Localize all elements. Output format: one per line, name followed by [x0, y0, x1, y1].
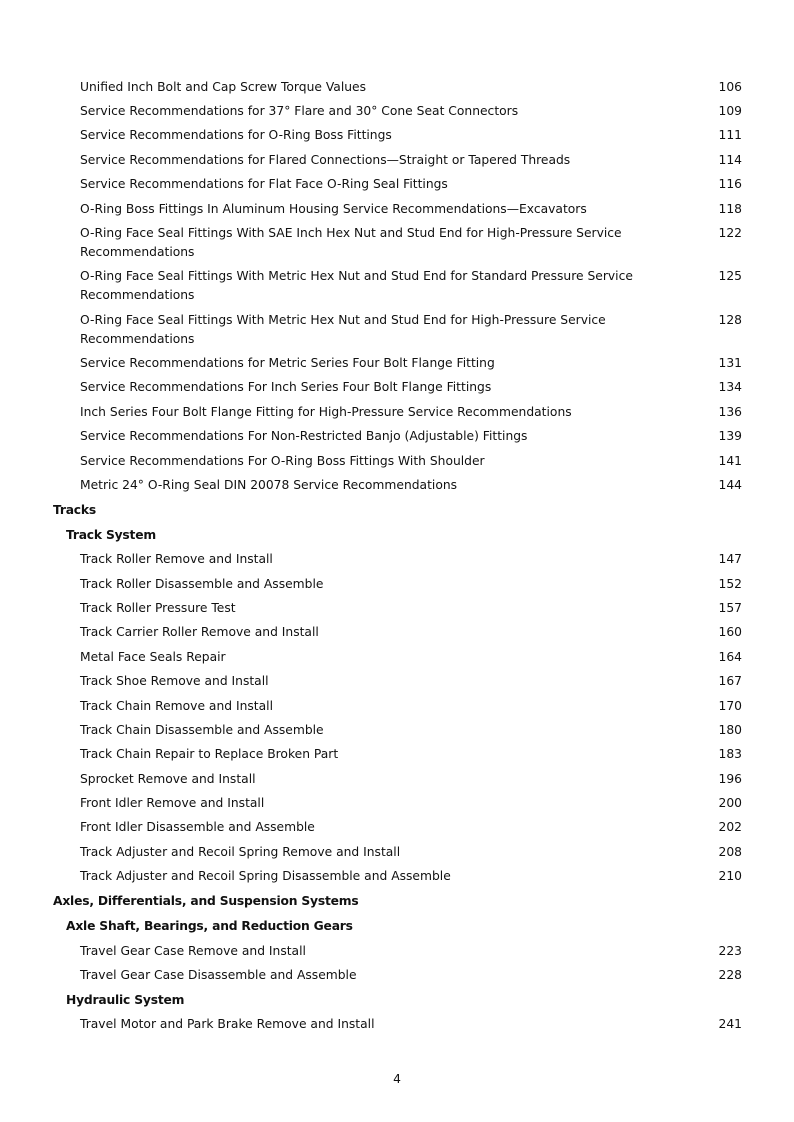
toc-entry-title: O-Ring Face Seal Fittings With Metric Hex Nut and Stud End for High-Pressure Service Recommendations: [80, 312, 606, 346]
toc-entry[interactable]: [0, 840, 794, 864]
toc-entry-page-number: 200: [718, 796, 742, 811]
toc-entry-title: Track Adjuster and Recoil Spring Remove and Install: [80, 844, 401, 859]
toc-entry[interactable]: [0, 124, 794, 148]
toc-entry-title: Front Idler Remove and Install: [80, 796, 265, 811]
toc-entry[interactable]: [0, 816, 794, 840]
toc-entry-page-number: 164: [718, 649, 742, 664]
toc-entry-title: Service Recommendations for 37° Flare and 30° Cone Seat Connectors: [80, 104, 519, 119]
toc-entry-page-number: 152: [718, 576, 742, 591]
toc-entry[interactable]: [0, 449, 794, 473]
toc-entry-title: Metal Face Seals Repair: [80, 649, 226, 664]
toc-entry-title: Service Recommendations for Flared Connections—Straight or Tapered Threads: [80, 152, 571, 167]
toc-entry[interactable]: [0, 265, 794, 308]
toc-entry-title: Tracks: [53, 502, 96, 517]
toc-entry[interactable]: [0, 400, 794, 424]
toc-entry-page-number: 125: [718, 269, 742, 284]
toc-entry[interactable]: [0, 351, 794, 375]
toc-entry-page-number: 131: [718, 356, 742, 371]
toc-entry-page-number: 144: [718, 477, 742, 492]
toc-entry-title: Service Recommendations for Metric Series Four Bolt Flange Fitting: [80, 356, 495, 371]
toc-entry[interactable]: [0, 694, 794, 718]
toc-entry-title: Track Chain Repair to Replace Broken Part: [80, 747, 339, 762]
toc-entry-title: Service Recommendations For O-Ring Boss Fittings With Shoulder: [80, 453, 485, 468]
toc-entry-title: Inch Series Four Bolt Flange Fitting for High-Pressure Service Recommendations: [80, 404, 572, 419]
toc-entry[interactable]: [0, 572, 794, 596]
toc-entry-title: Front Idler Disassemble and Assemble: [80, 820, 315, 835]
toc-entry-title: Hydraulic System: [66, 992, 185, 1007]
toc-entry-title: Service Recommendations For Non-Restricted Banjo (Adjustable) Fittings: [80, 429, 528, 444]
toc-entry[interactable]: [0, 645, 794, 669]
toc-entry-page-number: 139: [718, 429, 742, 444]
toc-entry-title: Metric 24° O-Ring Seal DIN 20078 Service Recommendations: [80, 477, 458, 492]
toc-entry-title: Axle Shaft, Bearings, and Reduction Gears: [66, 918, 353, 933]
toc-entry[interactable]: [0, 75, 794, 99]
toc-entry-title: Track Roller Disassemble and Assemble: [80, 576, 324, 591]
toc-entry[interactable]: [0, 548, 794, 572]
toc-entry[interactable]: [0, 425, 794, 449]
toc-entry-page-number: 241: [718, 1017, 742, 1032]
toc-entry[interactable]: [0, 473, 794, 497]
toc-entry-title: Travel Motor and Park Brake Remove and Install: [80, 1017, 375, 1032]
toc-entry-page-number: 210: [718, 869, 742, 884]
toc-entry-title: Service Recommendations for O-Ring Boss Fittings: [80, 128, 392, 143]
toc-entry-page-number: 118: [718, 201, 742, 216]
toc-entry-page-number: 109: [718, 104, 742, 119]
toc-entry-page-number: 122: [718, 225, 742, 240]
toc-entry-page-number: 202: [718, 820, 742, 835]
toc-entry-page-number: 170: [718, 698, 742, 713]
table-of-contents: [0, 75, 794, 1037]
toc-entry[interactable]: [0, 197, 794, 221]
toc-entry[interactable]: [0, 718, 794, 742]
toc-entry[interactable]: [0, 743, 794, 767]
toc-entry-title: O-Ring Boss Fittings In Aluminum Housing Service Recommendations—Excavators: [80, 201, 587, 216]
toc-entry[interactable]: [0, 767, 794, 791]
toc-entry-title: Track Shoe Remove and Install: [80, 674, 269, 689]
toc-entry-page-number: 136: [718, 404, 742, 419]
toc-entry-page-number: 134: [718, 380, 742, 395]
toc-entry-title: Track Roller Remove and Install: [80, 552, 273, 567]
toc-entry[interactable]: [0, 963, 794, 987]
toc-entry[interactable]: [0, 308, 794, 351]
toc-entry-title: Travel Gear Case Remove and Install: [80, 943, 306, 958]
toc-entry-page-number: 147: [718, 552, 742, 567]
toc-entry-title: Track Roller Pressure Test: [80, 601, 236, 616]
toc-entry-title: Unified Inch Bolt and Cap Screw Torque Values: [80, 79, 367, 94]
toc-entry-title: Sprocket Remove and Install: [80, 771, 256, 786]
toc-entry[interactable]: [0, 939, 794, 963]
toc-entry-title: Track Carrier Roller Remove and Install: [80, 625, 319, 640]
toc-entry-page-number: 180: [718, 722, 742, 737]
toc-entry[interactable]: [0, 148, 794, 172]
toc-entry-page-number: 157: [718, 601, 742, 616]
toc-entry-page-number: 106: [718, 79, 742, 94]
toc-entry-title: Track Chain Disassemble and Assemble: [80, 722, 324, 737]
toc-section-heading: [0, 523, 794, 548]
toc-chapter-heading: [0, 498, 794, 523]
toc-entry-title: O-Ring Face Seal Fittings With SAE Inch Hex Nut and Stud End for High-Pressure Service Recommendations: [80, 225, 622, 259]
toc-entry-page-number: 167: [718, 674, 742, 689]
toc-entry[interactable]: [0, 865, 794, 889]
toc-entry-title: Service Recommendations for Flat Face O-Ring Seal Fittings: [80, 177, 448, 192]
toc-entry-page-number: 183: [718, 747, 742, 762]
toc-entry-title: Track Chain Remove and Install: [80, 698, 273, 713]
toc-entry[interactable]: [0, 1013, 794, 1037]
toc-entry-page-number: 116: [718, 177, 742, 192]
toc-section-heading: [0, 988, 794, 1013]
toc-entry-title: O-Ring Face Seal Fittings With Metric Hex Nut and Stud End for Standard Pressure Service Recommendations: [80, 269, 633, 303]
toc-entry-page-number: 114: [718, 152, 742, 167]
toc-entry[interactable]: [0, 596, 794, 620]
toc-entry[interactable]: [0, 621, 794, 645]
toc-chapter-heading: [0, 889, 794, 914]
toc-entry[interactable]: [0, 173, 794, 197]
toc-entry-page-number: 160: [718, 625, 742, 640]
toc-entry-title: Axles, Differentials, and Suspension Systems: [53, 893, 359, 908]
toc-entry-title: Travel Gear Case Disassemble and Assemble: [80, 967, 357, 982]
toc-entry-page-number: 228: [718, 967, 742, 982]
toc-entry-page-number: 128: [718, 312, 742, 327]
toc-entry-page-number: 223: [718, 943, 742, 958]
toc-entry-page-number: 196: [718, 771, 742, 786]
toc-entry[interactable]: [0, 670, 794, 694]
toc-entry[interactable]: [0, 221, 794, 264]
toc-entry[interactable]: [0, 791, 794, 815]
toc-entry-title: Service Recommendations For Inch Series Four Bolt Flange Fittings: [80, 380, 492, 395]
toc-entry-page-number: 111: [718, 128, 742, 143]
page-number: 4: [393, 1072, 401, 1086]
toc-section-heading: [0, 914, 794, 939]
toc-entry[interactable]: [0, 99, 794, 123]
toc-entry-title: Track Adjuster and Recoil Spring Disassemble and Assemble: [80, 869, 451, 884]
toc-entry-page-number: 208: [718, 844, 742, 859]
toc-entry-title: Track System: [66, 527, 156, 542]
toc-entry-page-number: 141: [718, 453, 742, 468]
toc-entry[interactable]: [0, 376, 794, 400]
